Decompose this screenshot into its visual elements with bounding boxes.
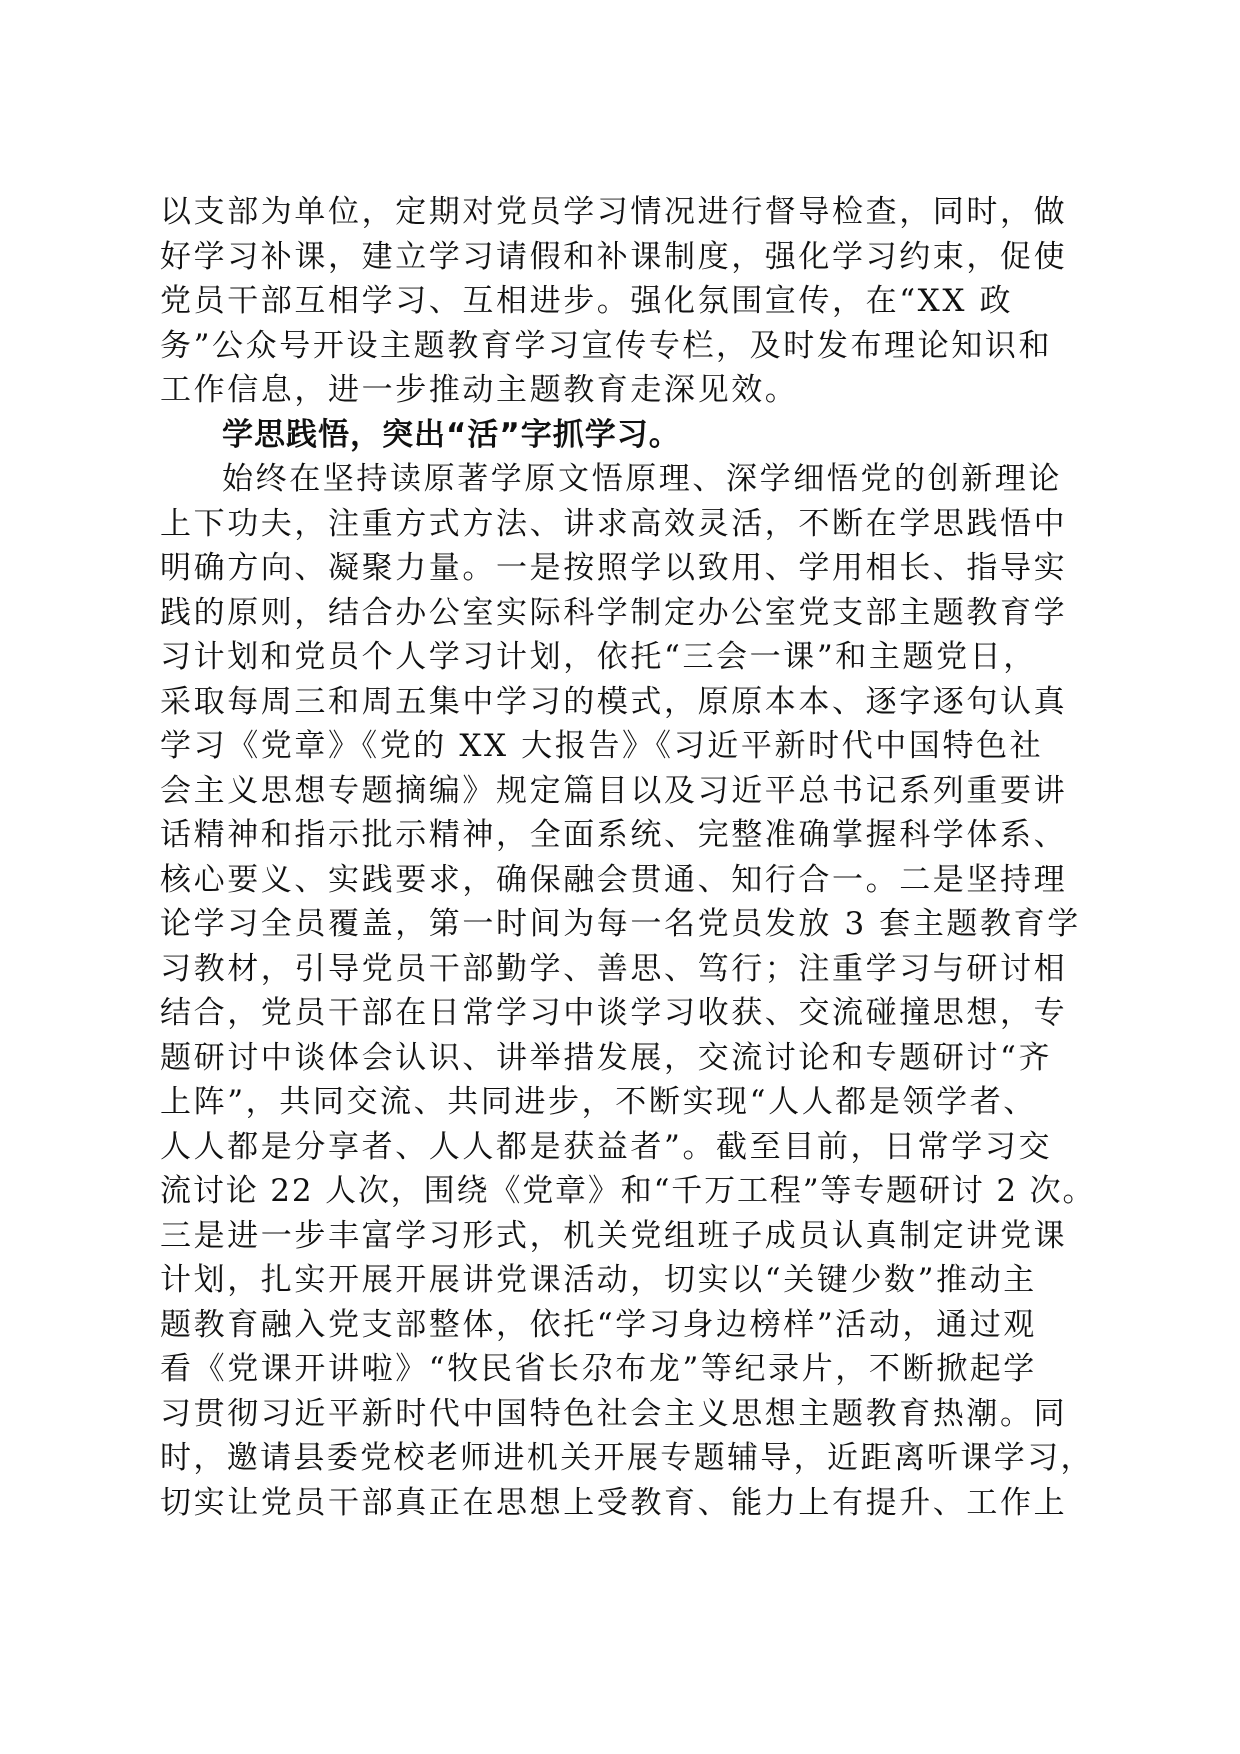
text-line: 采取每周三和周五集中学习的模式，原原本本、逐字逐句认真 (160, 683, 1068, 720)
text-line: 流讨论 22 人次，围绕《党章》和“千万工程”等专题研讨 2 次。 (160, 1173, 1096, 1209)
text-line: 论学习全员覆盖，第一时间为每一名党员发放 3 套主题教育学 (160, 906, 1081, 942)
text-line: 人人都是分享者、人人都是获益者”。截至目前，日常学习交 (160, 1128, 1053, 1165)
text-line: 话精神和指示批示精神，全面系统、完整准确掌握科学体系、 (160, 817, 1068, 853)
text-line: 切实让党员干部真正在思想上受教育、能力上有提升、工作上 (160, 1484, 1068, 1521)
text-line: 上阵”，共同交流、共同进步，不断实现“人人都是领学者、 (160, 1084, 1037, 1120)
text-line: 明确方向、凝聚力量。一是按照学以致用、学用相长、指导实 (160, 550, 1068, 586)
text-line: 看《党课开讲啦》“牧民省长尕布龙”等纪录片，不断掀起学 (160, 1351, 1037, 1387)
text-line: 习贯彻习近平新时代中国特色社会主义思想主题教育热潮。同 (160, 1395, 1068, 1432)
text-line: 学习《党章》《党的 XX 大报告》《习近平新时代中国特色社 (160, 728, 1044, 764)
text-line: 时，邀请县委党校老师进机关开展专题辅导，近距离听课学习， (160, 1440, 1094, 1476)
text-line: 题研讨中谈体会认识、讲举措发展，交流讨论和专题研讨“齐 (160, 1039, 1053, 1076)
text-line: 核心要义、实践要求，确保融会贯通、知行合一。二是坚持理 (160, 861, 1068, 898)
text-line: 好学习补课，建立学习请假和补课制度，强化学习约束，促使 (160, 238, 1068, 275)
text-line: 党员干部互相学习、互相进步。强化氛围宣传，在“XX 政 (160, 283, 1014, 319)
text-line: 计划，扎实开展开展讲党课活动，切实以“关键少数”推动主 (160, 1262, 1037, 1298)
text-line: 结合，党员干部在日常学习中谈学习收获、交流碰撞思想，专 (160, 995, 1068, 1031)
text-line: 三是进一步丰富学习形式，机关党组班子成员认真制定讲党课 (160, 1217, 1068, 1254)
text-line: 题教育融入党支部整体，依托“学习身边榜样”活动，通过观 (160, 1306, 1037, 1343)
paragraph-2 (160, 457, 1096, 1525)
text-line: 以支部为单位，定期对党员学习情况进行督导检查，同时，做 (160, 194, 1068, 230)
text-line: 践的原则，结合办公室实际科学制定办公室党支部主题教育学 (160, 594, 1068, 631)
text-line: 务”公众号开设主题教育学习宣传专栏，及时发布理论知识和 (160, 327, 1053, 364)
text-line: 上下功夫，注重方式方法、讲求高效灵活，不断在学思践悟中 (160, 505, 1068, 542)
paragraph-1 (160, 190, 1090, 413)
text-line: 习教材，引导党员干部勤学、善思、笃行；注重学习与研讨相 (160, 950, 1068, 987)
text-line: 工作信息，进一步推动主题教育走深见效。 (160, 372, 799, 408)
text-line: 习计划和党员个人学习计划，依托“三会一课”和主题党日， (160, 639, 1037, 675)
text-line: 会主义思想专题摘编》规定篇目以及习近平总书记系列重要讲 (160, 772, 1068, 809)
section-heading: 学思践悟，突出“活”字抓学习。 (222, 416, 681, 453)
document-page (160, 190, 1096, 1525)
text-line: 始终在坚持读原著学原文悟原理、深学细悟党的创新理论 (222, 461, 1062, 497)
